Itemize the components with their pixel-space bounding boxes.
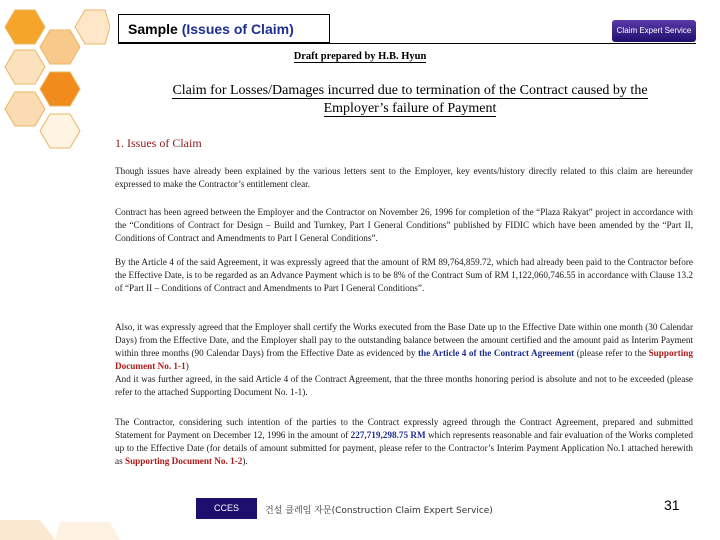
paragraph-3: By the Article 4 of the said Agreement, it was expressly agreed that the amount of RM 89,764,859.72, which had already been paid to the Contractor before the Effective Date, is to be regarded as an Advance Payment which is to be 8% of the Contract Sum of RM 1,122,060,746.55 in accordance with Clause 13.2 of “Part II – Conditions of Contract and Amendments to Part I General Conditions”. — [115, 257, 693, 293]
payment-amount: 227,719,298.75 RM — [350, 429, 426, 440]
paragraph-6: The Contractor, considering such intention of the parties to the Contract expressly agreed through the Contract Agreement, prepared and submitted Statement for Payment on December 12, 1996 in the amount of 227,719,298.75 RM which represents reasonable and fair evaluation of the Works completed up to the Effective Date (for details of amount submitted for payment, please refer to the Contractor’s Interim Payment Application No.1 attached herewith as Supporting Document No. 1-2). — [115, 417, 693, 466]
paragraph-4: Also, it was expressly agreed that the Employer shall certify the Works executed from the Base Date up to the Effective Date within one month (30 Calendar Days) from the Effective Date, and the Employer shall pay to the outstanding balance between the amount certified and the amount paid as Interim Payment within three months (90 Calendar Days) from the Effective Date as evidenced by the Article 4 of the Contract Agreement (please refer to the Supporting Document No. 1-1) — [115, 322, 693, 371]
supporting-document-1-2: Supporting Document No. 1-2 — [124, 455, 243, 466]
footer-text: 건설 클레임 자문(Construction Claim Expert Service) — [265, 506, 493, 516]
paragraph-5: And it was further agreed, in the said Article 4 of the Contract Agreement, that the three months honoring period is absolute and not to be exceeded (please refer to the attached Supporting Document No. 1-1). — [115, 374, 693, 397]
contract-agreement-reference: the Article 4 of the Contract Agreement — [417, 347, 575, 358]
claim-expert-service-badge: Claim Expert Service — [612, 20, 696, 42]
paragraph-2: Contract has been agreed between the Employer and the Contractor on November 26, 1996 for completion of the “Plaza Rakyat” project in accordance with the “Conditions of Contract for Design – Build and Turnkey, Part I General Conditions” published by FIDIC which have been amended by the “Part II, Conditions of Contract and Amendments to Part I General Conditions”. — [115, 207, 693, 243]
decorative-hexagon-pattern — [0, 0, 110, 160]
paragraph-1: Though issues have already been explained by the various letters sent to the Employer, key events/history directly related to this claim are hereunder expressed to make the Contractor’s entitlement clear. — [115, 166, 693, 189]
slide-title: Sample (Issues of Claim) — [128, 21, 294, 37]
page-number: 31 — [664, 497, 680, 513]
section-heading: 1. Issues of Claim — [115, 136, 202, 150]
slide-title-box — [118, 14, 330, 43]
document-title: Claim for Losses/Damages incurred due to termination of the Contract caused by the Employer’s failure of Payment — [172, 83, 648, 116]
cces-logo-badge: CCES — [196, 498, 257, 519]
draft-author-line: Draft prepared by H.B. Hyun — [293, 51, 427, 62]
supporting-document-1-1: Supporting Document No. 1-1 — [115, 347, 693, 371]
header-rule — [118, 43, 696, 44]
